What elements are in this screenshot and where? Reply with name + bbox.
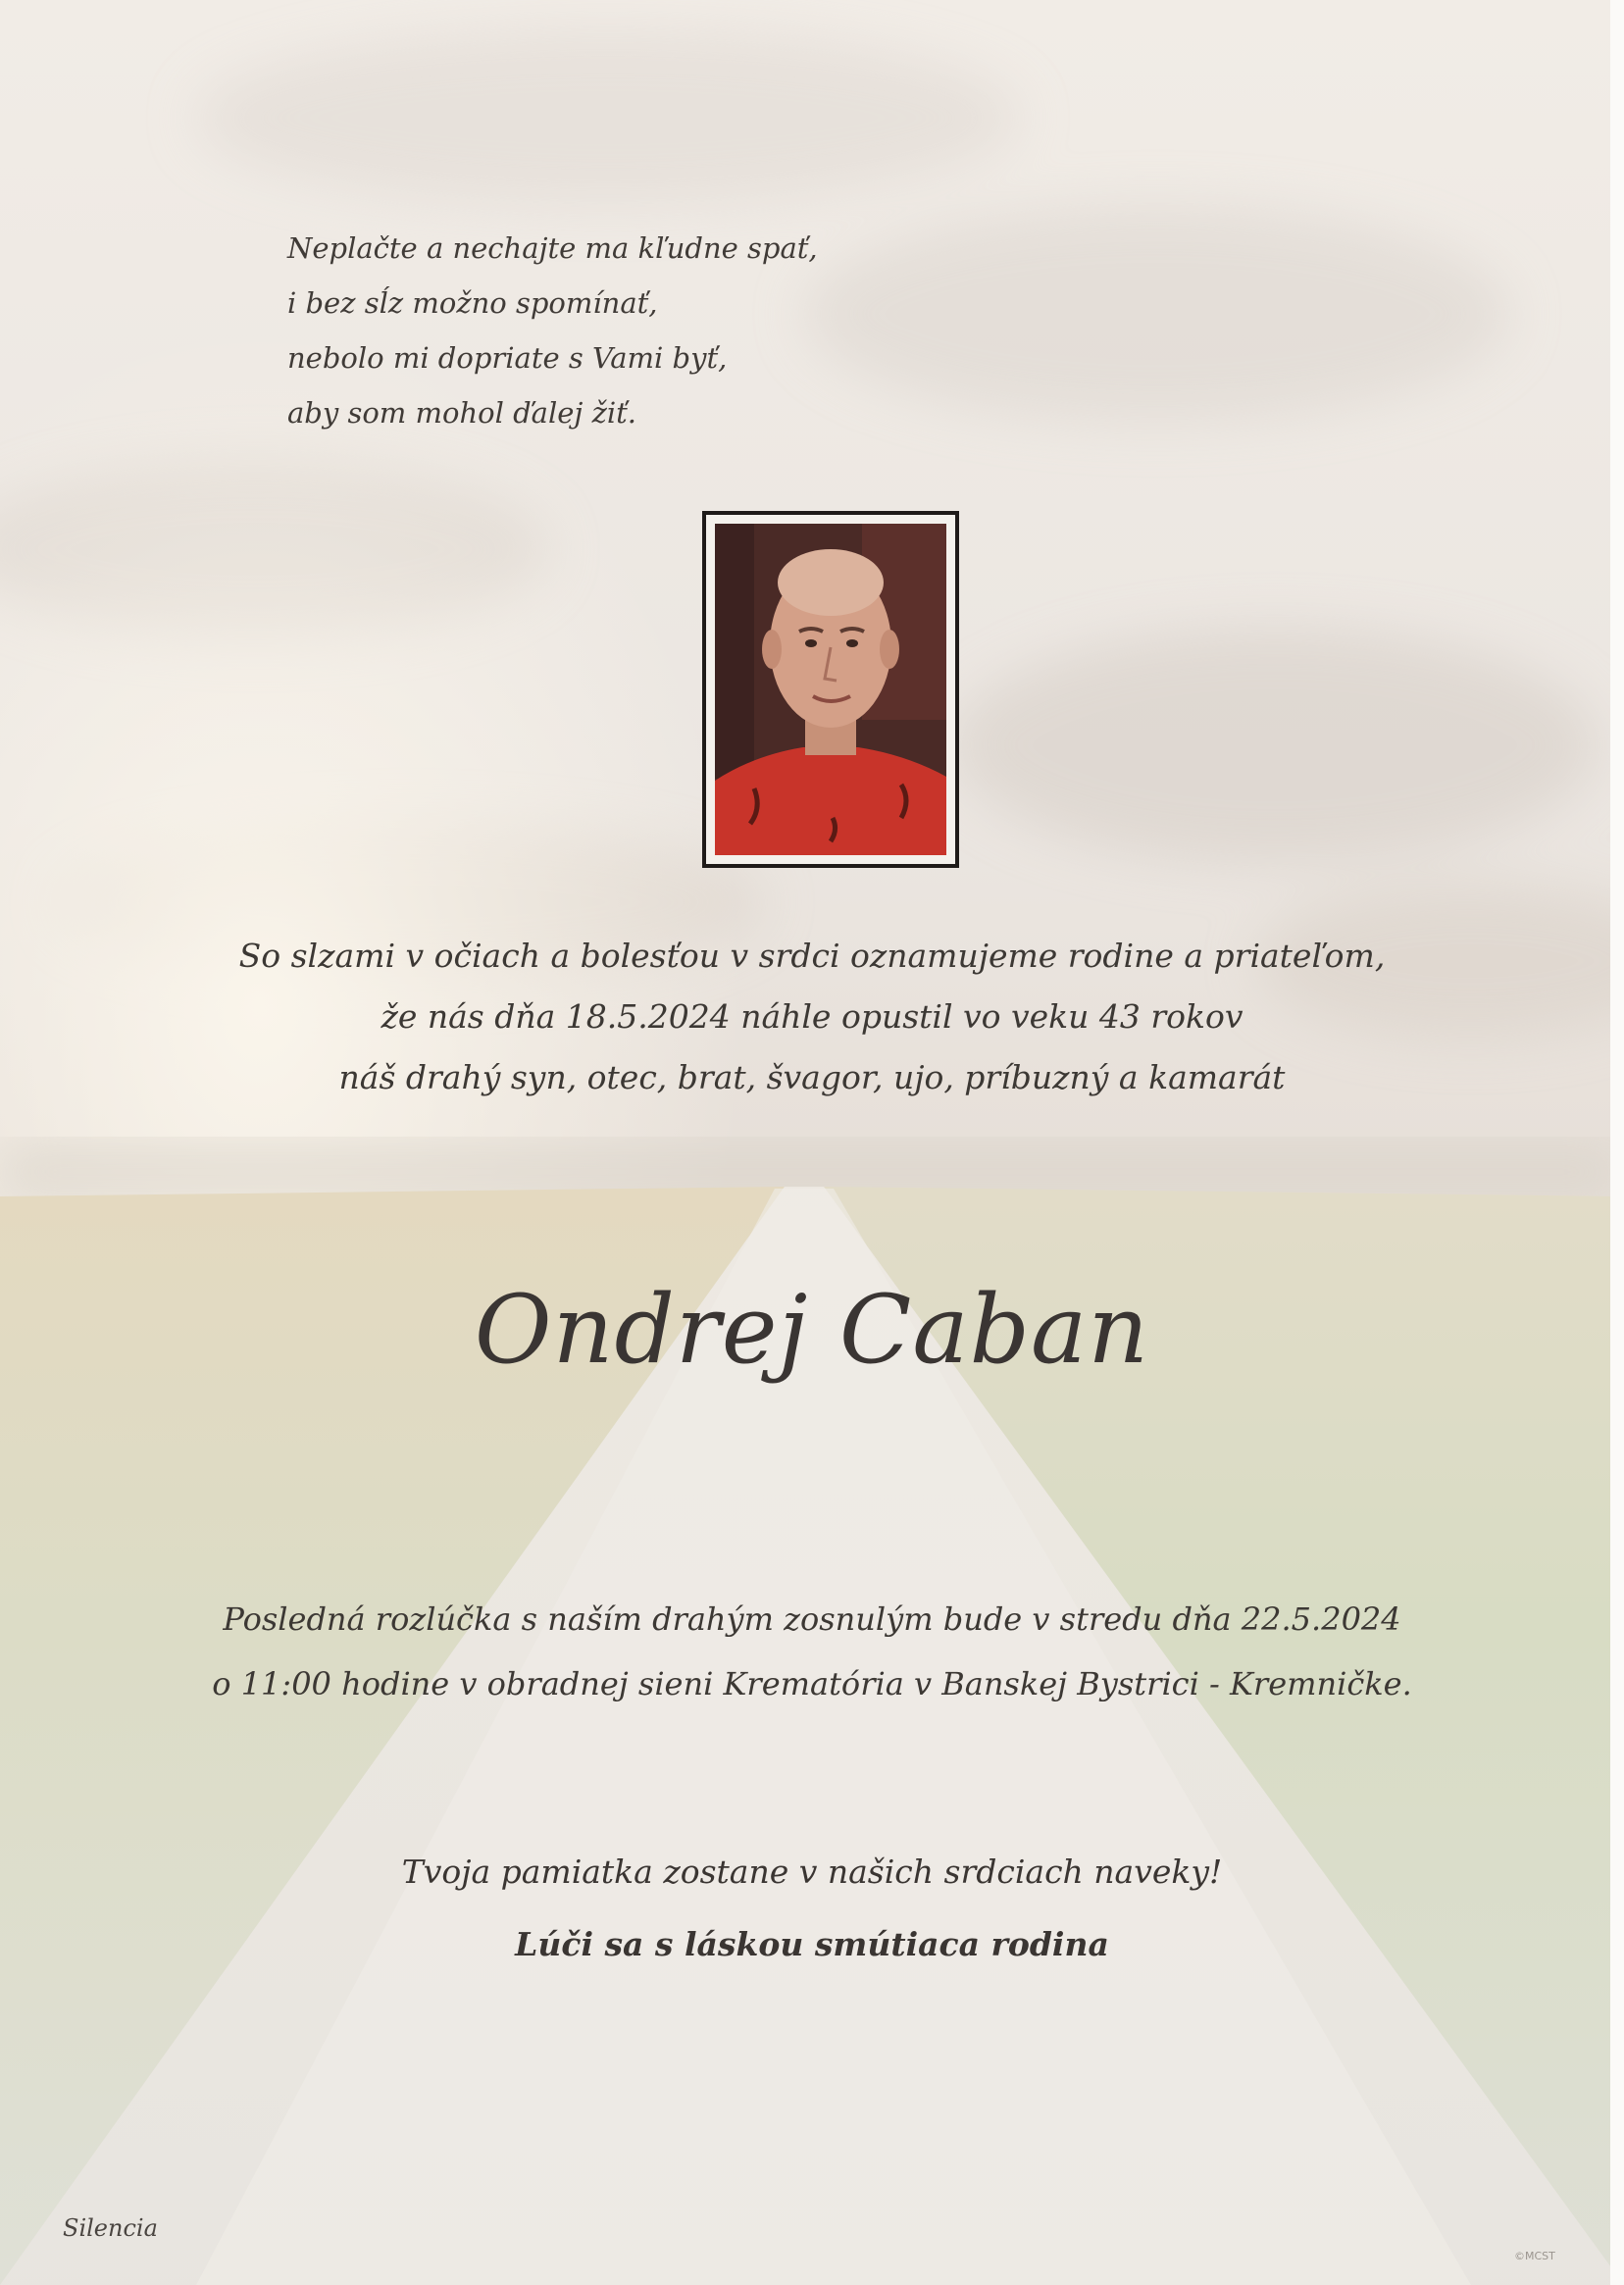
announcement-line: že nás dňa 18.5.2024 náhle opustil vo veku 43 rokov [381, 997, 1243, 1036]
copyright-mark: ©MCST [1514, 2250, 1555, 2262]
announcement-line: náš drahý syn, otec, brat, švagor, ujo, príbuzný a kamarát [338, 1058, 1286, 1096]
poem-line: nebolo mi dopriate s Vami byť, [287, 341, 728, 375]
poem-line: i bez sĺz možno spomínať, [287, 286, 658, 320]
publisher-brand: Silencia [63, 2214, 158, 2242]
poem-line: aby som mohol ďalej žiť. [287, 396, 637, 430]
portrait-frame [702, 511, 959, 868]
closing-message [0, 1836, 1624, 1981]
poem [287, 221, 818, 440]
death-announcement [0, 926, 1624, 1108]
poem-line: Neplačte a nechajte ma kľudne spať, [287, 231, 818, 265]
announcement-line: So slzami v očiach a bolesťou v srdci oznamujeme rodine a priateľom, [238, 937, 1386, 975]
funeral-line: Posledná rozlúčka s naším drahým zosnulým bude v stredu dňa 22.5.2024 [223, 1600, 1401, 1638]
deceased-name: Ondrej Caban [474, 1275, 1150, 1385]
portrait-photo [715, 524, 946, 855]
funeral-line: o 11:00 hodine v obradnej sieni Krematória v Banskej Bystrici - Kremničke. [212, 1665, 1412, 1702]
memorial-line: Tvoja pamiatka zostane v našich srdciach naveky! [401, 1853, 1223, 1891]
funeral-details [0, 1587, 1624, 1716]
family-signature: Lúči sa s láskou smútiaca rodina [515, 1925, 1109, 1963]
